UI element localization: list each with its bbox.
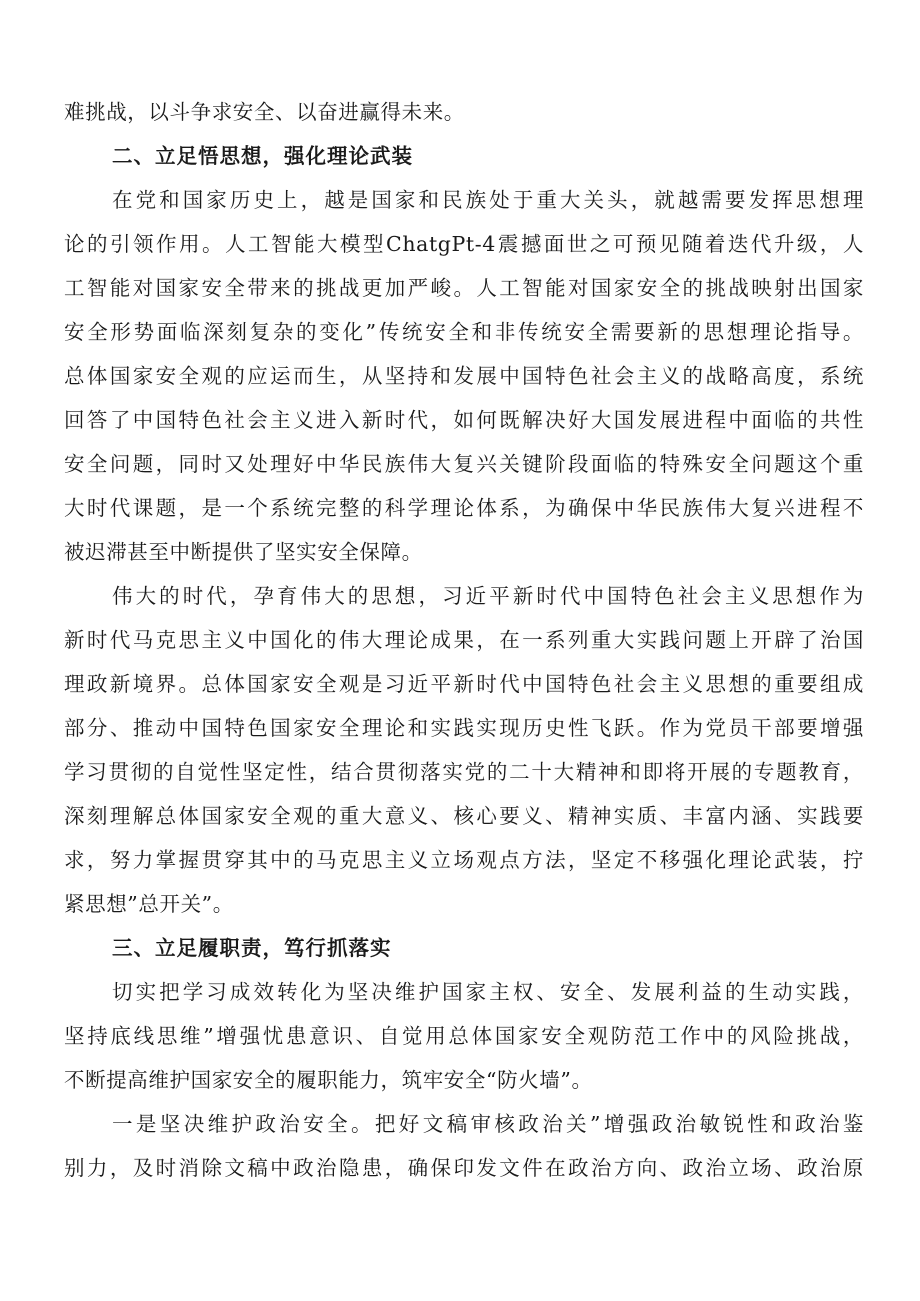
paragraph-line: 大时代课题，是一个系统完整的科学理论体系，为确保中华民族伟大复兴进程不	[64, 496, 864, 520]
paragraph-line: 一是坚决维护政治安全。把好文稿审核政治关”增强政治敏锐性和政治鉴	[112, 1112, 864, 1136]
paragraph-line: 不断提高维护国家安全的履职能力，筑牢安全“防火墙”。	[64, 1068, 593, 1092]
paragraph-line: 坚持底线思维”增强忧患意识、自觉用总体国家安全观防范工作中的风险挑战，	[64, 1024, 864, 1048]
paragraph-line: 理政新境界。总体国家安全观是习近平新时代中国特色社会主义思想的重要组成	[64, 672, 864, 696]
paragraph-line: 求，努力掌握贯穿其中的马克思主义立场观点方法，坚定不移强化理论武装，拧	[64, 848, 864, 872]
paragraph-line: 新时代马克思主义中国化的伟大理论成果，在一系列重大实践问题上开辟了治国	[64, 628, 864, 652]
paragraph-line: 安全问题，同时又处理好中华民族伟大复兴关键阶段面临的特殊安全问题这个重	[64, 452, 864, 476]
section-heading-3: 三、立足履职责，笃行抓落实	[112, 936, 392, 960]
paragraph-line: 在党和国家历史上，越是国家和民族处于重大关头，就越需要发挥思想理	[112, 188, 864, 212]
paragraph-line: 学习贯彻的自觉性坚定性，结合贯彻落实党的二十大精神和即将开展的专题教育，	[64, 760, 864, 784]
paragraph-line: 被迟滞甚至中断提供了坚实安全保障。	[64, 540, 423, 564]
section-heading-2: 二、立足悟思想，强化理论武装	[112, 144, 413, 168]
paragraph-line: 别力，及时消除文稿中政治隐患，确保印发文件在政治方向、政治立场、政治原	[64, 1156, 864, 1180]
paragraph-line: 回答了中国特色社会主义进入新时代，如何既解决好大国发展进程中面临的共性	[64, 408, 864, 432]
paragraph-line: 安全形势面临深刻复杂的变化”传统安全和非传统安全需要新的思想理论指导。	[64, 320, 864, 344]
paragraph-line: 部分、推动中国特色国家安全理论和实践实现历史性飞跃。作为党员干部要增强	[64, 716, 864, 740]
paragraph-line: 伟大的时代，孕育伟大的思想，习近平新时代中国特色社会主义思想作为	[112, 584, 864, 608]
paragraph-line: 紧思想”总开关”。	[64, 892, 234, 916]
paragraph-line: 深刻理解总体国家安全观的重大意义、核心要义、精神实质、丰富内涵、实践要	[64, 804, 864, 828]
paragraph-line: 论的引领作用。人工智能大模型ChatgPt-4震撼面世之可预见随着迭代升级，人	[64, 232, 864, 256]
paragraph-line: 工智能对国家安全带来的挑战更加严峻。人工智能对国家安全的挑战映射出国家	[64, 276, 864, 300]
paragraph-line: 总体国家安全观的应运而生，从坚持和发展中国特色社会主义的战略高度，系统	[64, 364, 864, 388]
paragraph-line: 切实把学习成效转化为坚决维护国家主权、安全、发展利益的生动实践，	[112, 980, 864, 1004]
paragraph-line: 难挑战，以斗争求安全、以奋进赢得未来。	[64, 100, 465, 124]
